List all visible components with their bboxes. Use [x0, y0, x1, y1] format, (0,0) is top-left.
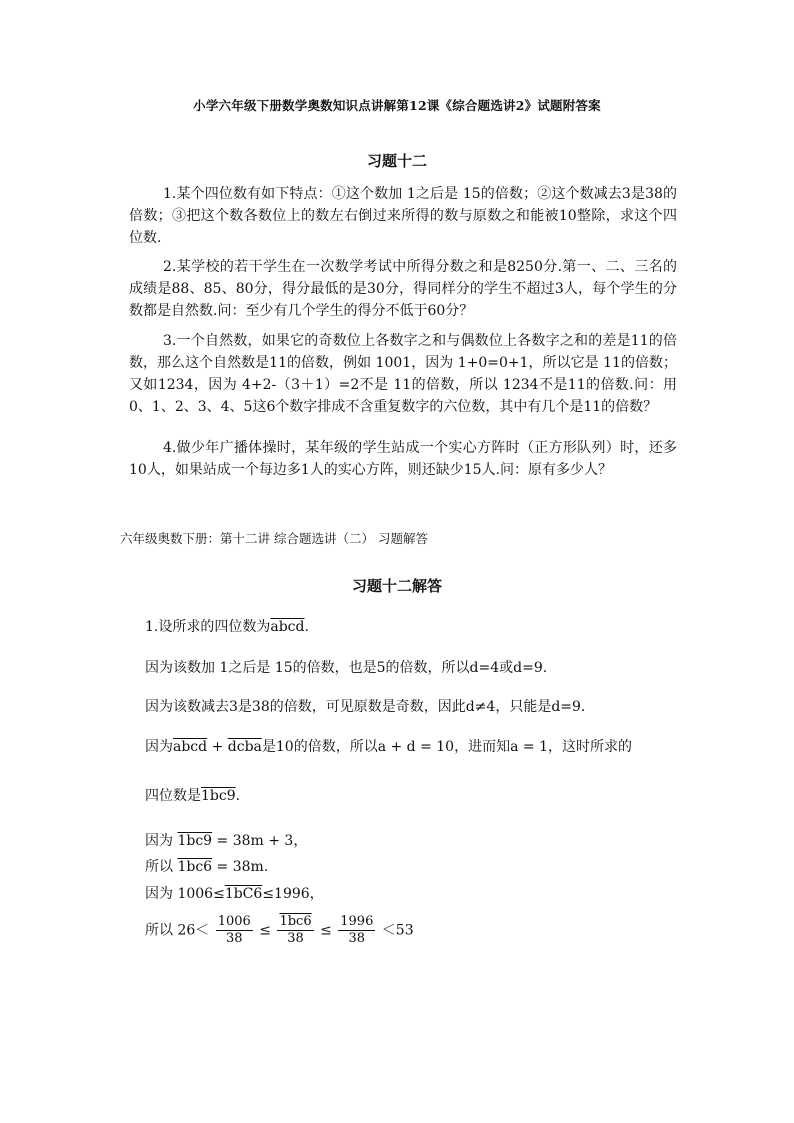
answers-subheading: 六年级奥数下册：第十二讲 综合题选讲（二） 习题解答	[120, 531, 428, 546]
answer-line-6	[145, 831, 307, 851]
answer-text: .	[235, 788, 241, 804]
overlined-number: dcba	[227, 739, 262, 755]
answer-line-3: 因为该数减去3是38的倍数，可见原数是奇数，因此d≠4，只能是d=9.	[145, 699, 586, 715]
answer-text: ＜53	[381, 922, 414, 939]
denominator: 38	[225, 931, 243, 946]
answer-text: .	[304, 619, 309, 635]
plus-sign: +	[207, 739, 228, 755]
answer-line-2: 因为该数加 1之后是 15的倍数，也是5的倍数，所以d=4或d=9.	[145, 660, 548, 676]
answer-line-8	[145, 884, 324, 904]
overlined-number: 1bc9	[201, 788, 236, 804]
answer-text: 因为	[145, 833, 178, 849]
overlined-number: abcd	[270, 619, 305, 635]
question-3: 3.一个自然数，如果它的奇数位上各数字之和与偶数位上各数字之和的差是11的倍数，那么这个自然数是11的倍数，例如 1001，因为 1+0=0+1，所以它是 11的倍数；又如1234，因为 4+2-（3＋1）=2不是 11的倍数，所以 1234不是11的倍数.问：用0、1、2、3、4、5这6个数字排成不含重复数字的六位数，其中有几个是11的倍数？	[129, 333, 677, 415]
answer-text: ≤1996，	[262, 886, 324, 902]
numerator: 1996	[340, 914, 374, 929]
answer-text: 因为 1006≤	[145, 886, 225, 902]
answer-line-5	[145, 786, 240, 806]
answer-text: 所以	[145, 859, 178, 875]
answer-line-4	[145, 737, 632, 757]
numerator: 1006	[217, 914, 251, 929]
question-1: 1.某个四位数有如下特点：①这个数加 1之后是 15的倍数；②这个数减去3是38的倍数；③把这个数各数位上的数左右倒过来所得的数与原数之和能被10整除，求这个四位数.	[129, 186, 677, 246]
fraction	[216, 914, 253, 947]
overlined-number: 1bc9	[177, 833, 213, 849]
document-title: 小学六年级下册数学奥数知识点讲解第12课《综合题选讲2》试题附答案	[193, 98, 601, 113]
le-sign: ≤	[259, 922, 271, 939]
denominator: 38	[348, 931, 366, 946]
answer-text: 是10的倍数，所以a + d = 10，进而知a = 1，这时所求的	[261, 739, 632, 755]
answer-line-7	[145, 857, 268, 877]
answer-text: 因为	[145, 739, 173, 755]
answer-text: = 38m.	[212, 859, 269, 875]
question-4: 4.做少年广播体操时，某年级的学生站成一个实心方阵时（正方形队列）时，还多10人，如果站成一个每边多1人的实心方阵，则还缺少15人.问：原有多少人？	[129, 440, 677, 478]
exercises-title: 习题十二	[366, 152, 427, 170]
overlined-number: 1bC6	[224, 886, 263, 902]
numerator	[277, 914, 313, 931]
overlined-number: 1bc6	[279, 914, 312, 929]
fraction	[338, 914, 375, 947]
overlined-number: 1bc6	[177, 859, 213, 875]
denominator: 38	[287, 931, 304, 946]
answer-line-1	[145, 617, 309, 637]
answer-text: = 38m + 3，	[212, 833, 308, 849]
overlined-number: abcd	[173, 739, 208, 755]
fraction	[277, 914, 313, 947]
question-2: 2.某学校的若干学生在一次数学考试中所得分数之和是8250分.第一、二、三名的成绩是88、85、80分，得分最低的是30分，得同样分的学生不超过3人，每个学生的分数都是自然数.问：至少有几个学生的得分不低于60分？	[129, 259, 677, 319]
answer-text: 所以 26＜	[145, 922, 210, 939]
le-sign: ≤	[320, 922, 332, 939]
answer-text: 1.设所求的四位数为	[145, 619, 271, 635]
answer-line-9	[145, 914, 414, 947]
answers-title: 习题十二解答	[351, 577, 442, 595]
answer-text: 四位数是	[145, 788, 201, 804]
